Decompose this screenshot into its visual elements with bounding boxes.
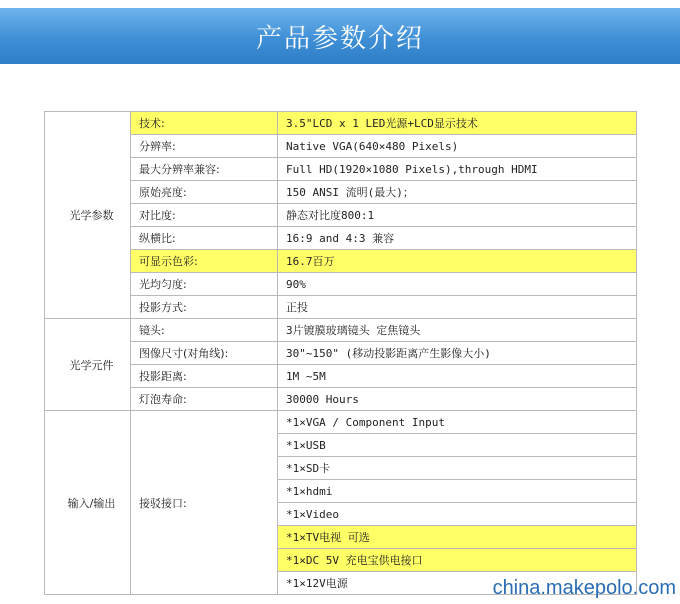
param-value: *1×USB — [278, 434, 637, 457]
table-row — [45, 250, 637, 273]
param-label: 原始亮度: — [131, 181, 278, 204]
site-watermark: china.makepolo.com — [492, 577, 676, 599]
param-value: *1×TV电视 可选 — [278, 526, 637, 549]
table-row — [45, 342, 637, 365]
param-label: 纵横比: — [131, 227, 278, 250]
table-row — [45, 181, 637, 204]
param-value: 30"~150" (移动投影距离产生影像大小) — [278, 342, 637, 365]
table-row — [45, 411, 637, 434]
table-row — [45, 135, 637, 158]
table-row — [45, 227, 637, 250]
param-label: 最大分辨率兼容: — [131, 158, 278, 181]
param-value: 3.5"LCD x 1 LED光源+LCD显示技术 — [278, 112, 637, 135]
category-cell: 光学参数 — [45, 112, 131, 319]
param-label: 接驳接口: — [131, 411, 278, 595]
param-value: 3片镀膜玻璃镜头 定焦镜头 — [278, 319, 637, 342]
param-label: 灯泡寿命: — [131, 388, 278, 411]
param-label: 图像尺寸(对角线): — [131, 342, 278, 365]
table-row — [45, 388, 637, 411]
param-value: *1×12V电源 — [278, 572, 637, 595]
param-value: 90% — [278, 273, 637, 296]
table-row — [45, 158, 637, 181]
param-label: 投影距离: — [131, 365, 278, 388]
table-row — [45, 204, 637, 227]
table-row — [45, 319, 637, 342]
table-row — [45, 112, 637, 135]
param-value: 正投 — [278, 296, 637, 319]
param-value: *1×VGA / Component Input — [278, 411, 637, 434]
table-row — [45, 365, 637, 388]
param-label: 光均匀度: — [131, 273, 278, 296]
param-label: 可显示色彩: — [131, 250, 278, 273]
param-value: 1M ~5M — [278, 365, 637, 388]
page-title: 产品参数介绍 — [255, 23, 424, 54]
param-value: 静态对比度800:1 — [278, 204, 637, 227]
param-label: 投影方式: — [131, 296, 278, 319]
param-value: *1×DC 5V 充电宝供电接口 — [278, 549, 637, 572]
category-cell: 输入/输出 — [45, 411, 131, 595]
table-row — [45, 296, 637, 319]
spec-table — [44, 111, 637, 595]
param-value: *1×hdmi — [278, 480, 637, 503]
param-label: 镜头: — [131, 319, 278, 342]
category-cell: 光学元件 — [45, 319, 131, 411]
param-label: 技术: — [131, 112, 278, 135]
param-value: *1×Video — [278, 503, 637, 526]
param-label: 对比度: — [131, 204, 278, 227]
table-row — [45, 273, 637, 296]
param-label: 分辨率: — [131, 135, 278, 158]
param-value: 16.7百万 — [278, 250, 637, 273]
param-value: 150 ANSI 流明(最大)； — [278, 181, 637, 204]
param-value: *1×SD卡 — [278, 457, 637, 480]
param-value: 16:9 and 4:3 兼容 — [278, 227, 637, 250]
param-value: Native VGA(640×480 Pixels) — [278, 135, 637, 158]
header-banner — [0, 8, 680, 64]
param-value: Full HD(1920×1080 Pixels),through HDMI — [278, 158, 637, 181]
param-value: 30000 Hours — [278, 388, 637, 411]
